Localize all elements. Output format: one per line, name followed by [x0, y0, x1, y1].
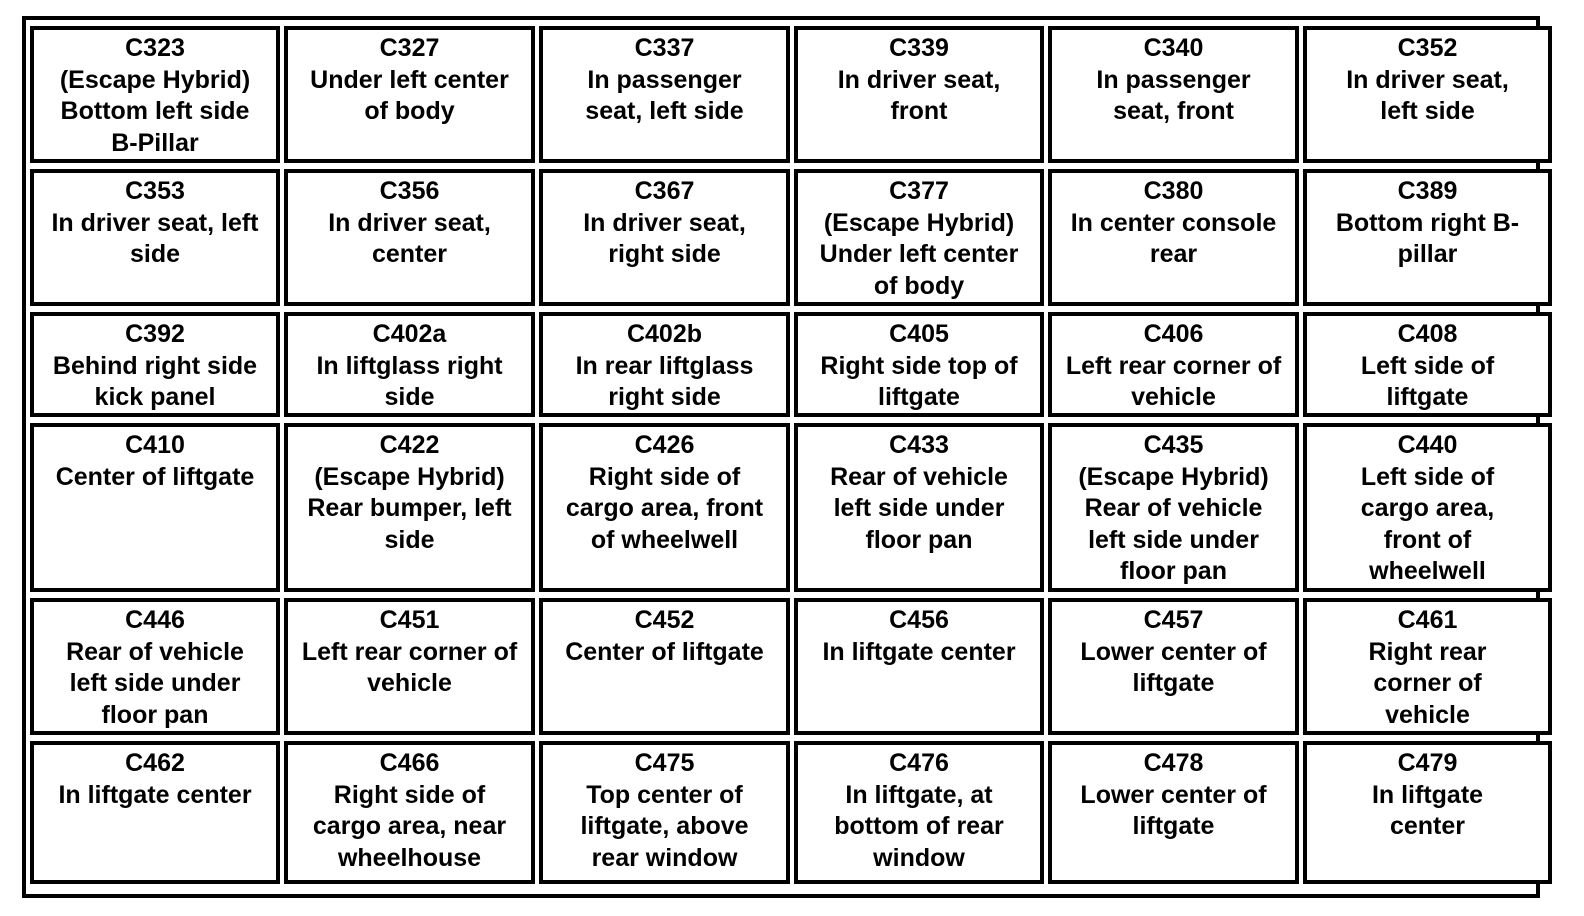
- connector-code: C389: [1397, 177, 1458, 205]
- connector-location-line: Bottom right B-: [1335, 208, 1520, 237]
- connector-location-line: Under left center: [310, 65, 509, 94]
- connector-code: C426: [634, 431, 695, 459]
- connector-location-line: Under left center: [819, 240, 1019, 268]
- connector-location-line: seat, left side: [585, 97, 744, 125]
- connector-location-line: liftgate: [1132, 669, 1215, 697]
- connector-code: C457: [1143, 606, 1204, 634]
- connector-location-line: of body: [364, 97, 455, 125]
- connector-location-line: Left rear corner of: [301, 637, 518, 666]
- connector-location-line: Rear of vehicle: [66, 637, 244, 666]
- connector-cell-c410: [30, 423, 280, 592]
- connector-location-line: front of: [1383, 525, 1472, 554]
- connector-location-line: center: [1389, 812, 1466, 840]
- connector-location-line: In driver seat,: [837, 65, 1001, 94]
- connector-location-line: (Escape Hybrid): [59, 65, 251, 94]
- connector-location-line: In driver seat,: [1346, 65, 1509, 94]
- connector-location-line: In liftgate: [1371, 780, 1484, 809]
- connector-cell-c475: [539, 741, 790, 884]
- connector-location-line: B-Pillar: [111, 128, 199, 157]
- connector-cell-c479: [1303, 741, 1552, 884]
- connector-cell-c426: [539, 423, 790, 592]
- connector-location-line: rear: [1149, 240, 1198, 268]
- connector-cell-c327: [284, 26, 535, 163]
- connector-location-line: Rear of vehicle: [1084, 494, 1263, 522]
- connector-location-line: In liftgate, at: [845, 780, 993, 809]
- connector-cell-c402a: [284, 312, 535, 417]
- connector-location-line: vehicle: [367, 669, 452, 697]
- connector-code: C410: [125, 431, 185, 459]
- connector-location-line: liftgate, above: [580, 812, 749, 840]
- connector-location-line: Rear of vehicle: [830, 462, 1008, 491]
- connector-cell-c433: [794, 423, 1044, 592]
- connector-code: C408: [1397, 320, 1458, 348]
- connector-code: C422: [379, 431, 440, 459]
- connector-code: C461: [1397, 606, 1458, 634]
- connector-code: C476: [889, 749, 949, 777]
- connector-location-line: (Escape Hybrid): [823, 208, 1015, 237]
- connector-code: C456: [889, 606, 949, 634]
- connector-code: C377: [889, 177, 949, 205]
- connector-location-line: Rear bumper, left: [307, 494, 512, 522]
- connector-location-table: [22, 16, 1540, 898]
- connector-cell-c367: [539, 169, 790, 306]
- connector-cell-c389: [1303, 169, 1552, 306]
- connector-cell-c451: [284, 598, 535, 735]
- connector-code: C462: [125, 749, 185, 777]
- connector-cell-c337: [539, 26, 790, 163]
- connector-location-line: In passenger: [1096, 65, 1251, 94]
- connector-location-line: liftgate: [1132, 812, 1215, 840]
- connector-location-line: side: [384, 525, 435, 554]
- connector-location-line: left side: [1380, 97, 1475, 125]
- connector-code: C402a: [372, 320, 447, 348]
- connector-cell-c406: [1048, 312, 1299, 417]
- connector-code: C340: [1143, 34, 1204, 62]
- connector-location-line: Bottom left side: [60, 97, 250, 125]
- connector-location-line: kick panel: [94, 383, 216, 411]
- connector-location-line: left side under: [69, 669, 241, 697]
- connector-location-line: (Escape Hybrid): [314, 462, 505, 491]
- connector-cell-c462: [30, 741, 280, 884]
- connector-location-line: wheelhouse: [337, 843, 482, 872]
- connector-code: C339: [889, 34, 949, 62]
- connector-cell-c339: [794, 26, 1044, 163]
- connector-code: C478: [1143, 749, 1204, 777]
- connector-code: C392: [125, 320, 185, 348]
- connector-location-line: bottom of rear: [834, 812, 1004, 840]
- connector-cell-c323: [30, 26, 280, 163]
- connector-cell-c408: [1303, 312, 1552, 417]
- connector-cell-c446: [30, 598, 280, 735]
- connector-location-line: Right side top of: [820, 351, 1018, 380]
- connector-location-line: vehicle: [1385, 700, 1470, 729]
- connector-location-line: side: [129, 240, 181, 268]
- connector-cell-c352: [1303, 26, 1552, 163]
- connector-location-line: rear window: [591, 843, 738, 872]
- connector-code: C405: [889, 320, 949, 348]
- connector-cell-c452: [539, 598, 790, 735]
- connector-location-line: pillar: [1397, 240, 1458, 268]
- connector-location-line: Center of liftgate: [565, 637, 764, 666]
- connector-location-line: cargo area, near: [312, 812, 507, 840]
- connector-cell-c466: [284, 741, 535, 884]
- connector-code: C475: [634, 749, 695, 777]
- connector-cell-c461: [1303, 598, 1552, 735]
- connector-cell-c435: [1048, 423, 1299, 592]
- connector-code: C353: [125, 177, 185, 205]
- connector-cell-c405: [794, 312, 1044, 417]
- connector-cell-c456: [794, 598, 1044, 735]
- connector-code: C327: [379, 34, 440, 62]
- connector-code: C451: [379, 606, 440, 634]
- connector-cell-c440: [1303, 423, 1552, 592]
- connector-cell-c457: [1048, 598, 1299, 735]
- connector-location-line: side: [384, 383, 435, 411]
- connector-location-line: of wheelwell: [590, 525, 739, 554]
- connector-location-line: left side under: [833, 494, 1005, 522]
- connector-cell-c478: [1048, 741, 1299, 884]
- connector-location-line: In liftgate center: [58, 780, 252, 809]
- connector-location-line: In passenger: [587, 65, 742, 94]
- connector-location-line: wheelwell: [1369, 557, 1486, 585]
- connector-location-line: window: [873, 843, 965, 872]
- connector-code: C433: [889, 431, 949, 459]
- connector-location-line: corner of: [1373, 669, 1482, 697]
- connector-location-line: Left side of: [1360, 351, 1495, 380]
- connector-code: C352: [1397, 34, 1458, 62]
- connector-location-line: Center of liftgate: [55, 462, 255, 491]
- connector-code: C323: [125, 34, 185, 62]
- connector-location-line: floor pan: [1120, 557, 1227, 585]
- connector-cell-c356: [284, 169, 535, 306]
- connector-code: C479: [1397, 749, 1458, 777]
- connector-code: C446: [125, 606, 185, 634]
- connector-location-line: vehicle: [1131, 383, 1216, 411]
- connector-location-line: cargo area, front: [565, 494, 764, 522]
- connector-location-line: front: [890, 97, 948, 125]
- connector-cell-c353: [30, 169, 280, 306]
- connector-cell-c402b: [539, 312, 790, 417]
- connector-location-line: Behind right side: [52, 351, 258, 380]
- connector-code: C356: [379, 177, 440, 205]
- connector-location-line: In driver seat, left: [51, 208, 259, 237]
- connector-location-line: Right side of: [333, 780, 486, 809]
- connector-code: C380: [1143, 177, 1204, 205]
- connector-code: C452: [634, 606, 695, 634]
- connector-location-line: left side under: [1088, 525, 1259, 554]
- connector-code: C440: [1397, 431, 1458, 459]
- connector-cell-c377: [794, 169, 1044, 306]
- connector-location-line: liftgate: [1386, 383, 1469, 411]
- connector-cell-c340: [1048, 26, 1299, 163]
- connector-code: C402b: [626, 320, 703, 348]
- connector-code: C466: [379, 749, 440, 777]
- connector-location-line: floor pan: [101, 700, 209, 729]
- connector-location-line: (Escape Hybrid): [1078, 462, 1269, 491]
- connector-location-line: right side: [608, 383, 721, 411]
- connector-code: C406: [1143, 320, 1204, 348]
- connector-code: C435: [1143, 431, 1204, 459]
- connector-location-line: Top center of: [586, 780, 743, 809]
- connector-location-line: Left side of: [1360, 462, 1495, 491]
- connector-code: C337: [634, 34, 695, 62]
- connector-location-line: cargo area,: [1360, 494, 1495, 522]
- connector-location-line: In driver seat,: [583, 208, 746, 237]
- connector-location-line: In liftgate center: [822, 637, 1016, 666]
- connector-location-line: Right side of: [588, 462, 741, 491]
- connector-location-line: of body: [873, 271, 965, 300]
- connector-location-line: center: [371, 240, 448, 268]
- connector-location-line: In center console: [1070, 208, 1277, 237]
- connector-cell-c392: [30, 312, 280, 417]
- connector-location-line: In rear liftglass: [575, 351, 754, 380]
- connector-grid: [30, 26, 1532, 890]
- connector-location-line: floor pan: [865, 525, 973, 554]
- connector-location-line: In liftglass right: [316, 351, 503, 380]
- connector-location-line: liftgate: [878, 383, 960, 411]
- connector-location-line: seat, front: [1113, 97, 1234, 125]
- connector-location-line: Left rear corner of: [1065, 351, 1282, 380]
- connector-cell-c476: [794, 741, 1044, 884]
- connector-cell-c380: [1048, 169, 1299, 306]
- connector-location-line: Lower center of: [1080, 637, 1267, 666]
- connector-cell-c422: [284, 423, 535, 592]
- connector-location-line: Right rear: [1368, 637, 1487, 666]
- connector-location-line: Lower center of: [1080, 780, 1267, 809]
- connector-location-line: right side: [608, 240, 721, 268]
- connector-location-line: In driver seat,: [328, 208, 491, 237]
- connector-code: C367: [634, 177, 695, 205]
